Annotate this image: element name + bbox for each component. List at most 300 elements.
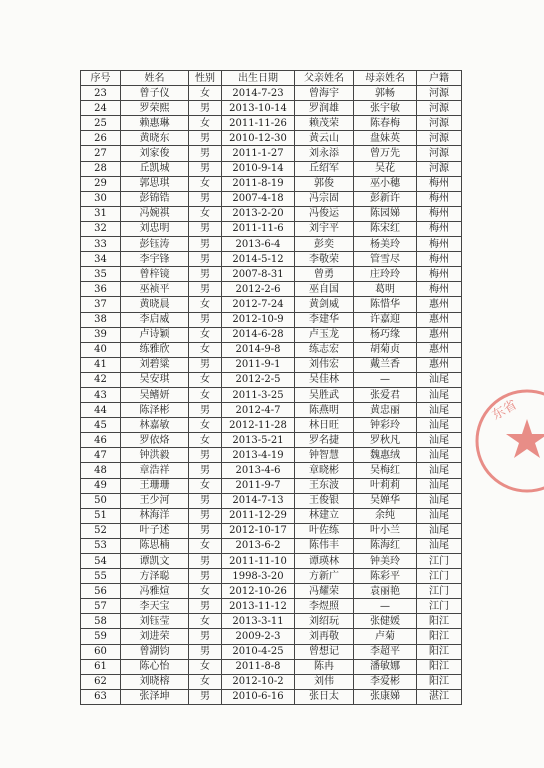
cell-index: 38 [81,312,121,327]
cell-mother-name: 郭畅 [354,86,417,101]
cell-father-name: 吴胜武 [295,387,354,402]
table-row [81,584,462,599]
cell-household: 梅州 [417,267,462,282]
cell-index: 30 [81,191,121,206]
cell-gender: 女 [189,674,222,689]
cell-gender: 女 [189,387,222,402]
cell-father-name: 李煜照 [295,599,354,614]
cell-index: 55 [81,569,121,584]
cell-mother-name: 钟美玲 [354,554,417,569]
cell-gender: 女 [189,116,222,131]
cell-household: 阳江 [417,614,462,629]
table-row [81,478,462,493]
cell-father-name: 罗名捷 [295,433,354,448]
cell-birthdate: 2014-9-8 [222,342,295,357]
cell-name: 冯婉祺 [121,206,189,221]
cell-gender: 男 [189,357,222,372]
cell-birthdate: 2012-4-7 [222,403,295,418]
table-row [81,674,462,689]
cell-birthdate: 2011-11-10 [222,554,295,569]
cell-father-name: 谭瑛林 [295,554,354,569]
cell-birthdate: 2011-8-8 [222,659,295,674]
cell-name: 曾子仪 [121,86,189,101]
cell-birthdate: 2011-3-25 [222,387,295,402]
cell-index: 36 [81,282,121,297]
cell-birthdate: 2014-5-12 [222,252,295,267]
cell-father-name: 冯耀荣 [295,584,354,599]
cell-index: 57 [81,599,121,614]
cell-father-name: 卢玉龙 [295,327,354,342]
cell-mother-name: 魏惠绒 [354,448,417,463]
cell-father-name: 陈冉 [295,659,354,674]
cell-household: 汕尾 [417,463,462,478]
cell-name: 曾梓镜 [121,267,189,282]
table-row [81,599,462,614]
cell-index: 48 [81,463,121,478]
cell-birthdate: 2013-6-2 [222,538,295,553]
table-row [81,146,462,161]
table-row [81,161,462,176]
header-index: 序号 [81,71,121,86]
cell-mother-name: 罗秋凡 [354,433,417,448]
cell-mother-name: 曾万先 [354,146,417,161]
cell-gender: 女 [189,478,222,493]
cell-gender: 男 [189,554,222,569]
table-row [81,116,462,131]
cell-household: 梅州 [417,282,462,297]
cell-gender: 男 [189,282,222,297]
cell-birthdate: 2011-8-19 [222,176,295,191]
cell-birthdate: 2012-2-5 [222,372,295,387]
cell-index: 41 [81,357,121,372]
cell-index: 37 [81,297,121,312]
cell-father-name: 巫自国 [295,282,354,297]
cell-index: 50 [81,493,121,508]
cell-father-name: 章晓彬 [295,463,354,478]
cell-father-name: 冯宗固 [295,191,354,206]
table-row [81,176,462,191]
cell-index: 58 [81,614,121,629]
cell-household: 梅州 [417,237,462,252]
cell-gender: 男 [189,161,222,176]
cell-household: 河源 [417,161,462,176]
cell-mother-name: 许嘉迎 [354,312,417,327]
cell-mother-name: 李爱彬 [354,674,417,689]
cell-father-name: 赖茂荣 [295,116,354,131]
cell-household: 汕尾 [417,523,462,538]
student-roster-table [80,70,462,705]
table-row [81,327,462,342]
table-row [81,252,462,267]
cell-index: 40 [81,342,121,357]
table-row [81,538,462,553]
cell-gender: 男 [189,101,222,116]
cell-gender: 男 [189,221,222,236]
cell-gender: 女 [189,327,222,342]
cell-household: 惠州 [417,327,462,342]
cell-gender: 男 [189,644,222,659]
cell-index: 34 [81,252,121,267]
cell-father-name: 王俊银 [295,493,354,508]
table-row [81,131,462,146]
cell-mother-name: 盘妹英 [354,131,417,146]
cell-name: 丘凯城 [121,161,189,176]
cell-father-name: 曾想记 [295,644,354,659]
cell-index: 35 [81,267,121,282]
cell-name: 谭凯文 [121,554,189,569]
cell-index: 29 [81,176,121,191]
cell-mother-name: 陈宋红 [354,221,417,236]
cell-gender: 女 [189,538,222,553]
cell-gender: 男 [189,508,222,523]
cell-household: 汕尾 [417,387,462,402]
cell-name: 钟洪毅 [121,448,189,463]
cell-household: 江门 [417,584,462,599]
cell-household: 梅州 [417,252,462,267]
cell-gender: 女 [189,372,222,387]
cell-name: 林海洋 [121,508,189,523]
cell-birthdate: 2010-12-30 [222,131,295,146]
cell-mother-name: 陈彩平 [354,569,417,584]
table-row [81,342,462,357]
table-row [81,206,462,221]
cell-birthdate: 2011-11-26 [222,116,295,131]
cell-mother-name: 钟彩玲 [354,418,417,433]
table-row [81,357,462,372]
cell-mother-name: 李超平 [354,644,417,659]
cell-mother-name: 杨巧缘 [354,327,417,342]
cell-mother-name: 张健媛 [354,614,417,629]
cell-father-name: 叶佐练 [295,523,354,538]
cell-name: 李宇锋 [121,252,189,267]
cell-name: 王珊珊 [121,478,189,493]
cell-birthdate: 2013-5-21 [222,433,295,448]
cell-father-name: 刘绍玩 [295,614,354,629]
cell-gender: 男 [189,448,222,463]
cell-father-name: 李建华 [295,312,354,327]
cell-gender: 男 [189,689,222,704]
cell-index: 56 [81,584,121,599]
cell-gender: 男 [189,493,222,508]
cell-index: 59 [81,629,121,644]
cell-mother-name: 吴梅红 [354,463,417,478]
cell-name: 罗依烙 [121,433,189,448]
cell-name: 李天宝 [121,599,189,614]
cell-household: 阳江 [417,674,462,689]
cell-name: 黄晓东 [121,131,189,146]
cell-household: 梅州 [417,191,462,206]
cell-name: 彭锦锆 [121,191,189,206]
table-body [81,86,462,705]
cell-mother-name: 戴兰香 [354,357,417,372]
table-row [81,387,462,402]
table-row [81,433,462,448]
cell-father-name: 刘伟 [295,674,354,689]
cell-name: 王少河 [121,493,189,508]
cell-mother-name: 叶小兰 [354,523,417,538]
cell-birthdate: 1998-3-20 [222,569,295,584]
cell-gender: 男 [189,569,222,584]
cell-birthdate: 2010-4-25 [222,644,295,659]
cell-name: 巫祯平 [121,282,189,297]
cell-index: 62 [81,674,121,689]
cell-birthdate: 2013-4-19 [222,448,295,463]
cell-gender: 男 [189,267,222,282]
cell-father-name: 郭俊 [295,176,354,191]
table-row [81,569,462,584]
cell-mother-name: 吴花 [354,161,417,176]
cell-gender: 女 [189,342,222,357]
cell-mother-name: 吴婵华 [354,493,417,508]
cell-household: 惠州 [417,357,462,372]
cell-gender: 男 [189,312,222,327]
cell-household: 梅州 [417,206,462,221]
cell-father-name: 李敬荣 [295,252,354,267]
cell-father-name: 刘宇平 [295,221,354,236]
header-gender: 性别 [189,71,222,86]
table-row [81,493,462,508]
cell-household: 江门 [417,554,462,569]
table-row [81,614,462,629]
cell-birthdate: 2012-10-26 [222,584,295,599]
cell-father-name: 彭奕 [295,237,354,252]
header-household: 户籍 [417,71,462,86]
cell-household: 阳江 [417,659,462,674]
cell-name: 彭钰涛 [121,237,189,252]
cell-father-name: 林日旺 [295,418,354,433]
cell-name: 叶子述 [121,523,189,538]
cell-index: 33 [81,237,121,252]
cell-household: 汕尾 [417,538,462,553]
cell-birthdate: 2012-10-9 [222,312,295,327]
cell-index: 27 [81,146,121,161]
cell-household: 汕尾 [417,433,462,448]
cell-father-name: 练志宏 [295,342,354,357]
cell-mother-name: 卢菊 [354,629,417,644]
cell-mother-name: 余纯 [354,508,417,523]
cell-household: 惠州 [417,297,462,312]
table-row [81,448,462,463]
cell-name: 陈心怡 [121,659,189,674]
cell-father-name: 黄云山 [295,131,354,146]
cell-mother-name: 巫小穗 [354,176,417,191]
cell-birthdate: 2012-2-6 [222,282,295,297]
table-row [81,418,462,433]
cell-household: 阳江 [417,644,462,659]
cell-gender: 男 [189,131,222,146]
cell-birthdate: 2014-7-23 [222,86,295,101]
table-row [81,403,462,418]
cell-name: 黄晓晨 [121,297,189,312]
cell-mother-name: 陈春梅 [354,116,417,131]
cell-name: 吴鳍妍 [121,387,189,402]
cell-gender: 男 [189,463,222,478]
cell-father-name: 林建立 [295,508,354,523]
cell-household: 江门 [417,599,462,614]
cell-index: 23 [81,86,121,101]
cell-gender: 男 [189,599,222,614]
cell-household: 河源 [417,86,462,101]
cell-mother-name: — [354,599,417,614]
cell-birthdate: 2012-7-24 [222,297,295,312]
cell-index: 45 [81,418,121,433]
cell-household: 惠州 [417,312,462,327]
table-row [81,554,462,569]
header-birthdate: 出生日期 [222,71,295,86]
header-row [81,71,462,86]
table-row [81,372,462,387]
cell-father-name: 陈燕明 [295,403,354,418]
cell-gender: 女 [189,418,222,433]
cell-name: 罗荣熙 [121,101,189,116]
cell-birthdate: 2011-1-27 [222,146,295,161]
cell-birthdate: 2011-9-1 [222,357,295,372]
table-header [81,71,462,86]
cell-name: 张泽坤 [121,689,189,704]
cell-mother-name: 袁丽艳 [354,584,417,599]
cell-gender: 女 [189,86,222,101]
cell-household: 河源 [417,101,462,116]
table-row [81,267,462,282]
cell-name: 刘家俊 [121,146,189,161]
cell-father-name: 方新广 [295,569,354,584]
cell-mother-name: 黄忠丽 [354,403,417,418]
cell-birthdate: 2007-4-18 [222,191,295,206]
cell-father-name: 吴佳林 [295,372,354,387]
cell-birthdate: 2012-10-17 [222,523,295,538]
cell-index: 31 [81,206,121,221]
cell-household: 惠州 [417,342,462,357]
cell-name: 陈思楠 [121,538,189,553]
header-name: 姓名 [121,71,189,86]
cell-father-name: 黄剑威 [295,297,354,312]
cell-household: 河源 [417,116,462,131]
cell-birthdate: 2014-7-13 [222,493,295,508]
cell-birthdate: 2011-12-29 [222,508,295,523]
cell-birthdate: 2013-6-4 [222,237,295,252]
cell-gender: 男 [189,629,222,644]
cell-mother-name: 管雪尽 [354,252,417,267]
cell-father-name: 丘绍军 [295,161,354,176]
cell-index: 24 [81,101,121,116]
cell-mother-name: 张康娣 [354,689,417,704]
cell-birthdate: 2013-2-20 [222,206,295,221]
cell-household: 河源 [417,131,462,146]
table-row [81,463,462,478]
cell-gender: 男 [189,252,222,267]
cell-index: 63 [81,689,121,704]
cell-name: 刘晓榕 [121,674,189,689]
cell-birthdate: 2010-6-16 [222,689,295,704]
cell-household: 梅州 [417,176,462,191]
cell-mother-name: — [354,372,417,387]
cell-household: 梅州 [417,221,462,236]
cell-index: 42 [81,372,121,387]
cell-name: 曾湖钧 [121,644,189,659]
cell-gender: 女 [189,614,222,629]
cell-index: 25 [81,116,121,131]
cell-father-name: 罗润雄 [295,101,354,116]
table-row [81,523,462,538]
table-row [81,191,462,206]
table-row [81,689,462,704]
cell-mother-name: 张爱君 [354,387,417,402]
cell-index: 43 [81,387,121,402]
cell-gender: 女 [189,176,222,191]
cell-name: 林嘉敏 [121,418,189,433]
cell-gender: 男 [189,237,222,252]
cell-father-name: 曾勇 [295,267,354,282]
stamp-text: 东省 [489,397,520,424]
table-row [81,237,462,252]
cell-name: 刘忠明 [121,221,189,236]
cell-name: 吴安琪 [121,372,189,387]
cell-father-name: 陈伟丰 [295,538,354,553]
cell-household: 汕尾 [417,493,462,508]
cell-birthdate: 2009-2-3 [222,629,295,644]
cell-gender: 男 [189,523,222,538]
cell-mother-name: 陈海红 [354,538,417,553]
cell-name: 刘进荣 [121,629,189,644]
cell-household: 汕尾 [417,508,462,523]
cell-mother-name: 胡菊贞 [354,342,417,357]
cell-index: 47 [81,448,121,463]
table-row [81,86,462,101]
cell-mother-name: 潘敏娜 [354,659,417,674]
cell-household: 汕尾 [417,418,462,433]
cell-household: 汕尾 [417,372,462,387]
cell-mother-name: 杨美玲 [354,237,417,252]
cell-mother-name: 葛明 [354,282,417,297]
cell-birthdate: 2013-4-6 [222,463,295,478]
cell-household: 汕尾 [417,448,462,463]
header-mother-name: 母亲姓名 [354,71,417,86]
cell-index: 39 [81,327,121,342]
cell-father-name: 刘伟宏 [295,357,354,372]
cell-gender: 女 [189,433,222,448]
cell-birthdate: 2013-11-12 [222,599,295,614]
cell-mother-name: 彭新许 [354,191,417,206]
cell-mother-name: 陈惜华 [354,297,417,312]
table-row [81,101,462,116]
table-row [81,221,462,236]
cell-index: 61 [81,659,121,674]
cell-gender: 男 [189,191,222,206]
cell-mother-name: 张宇敏 [354,101,417,116]
cell-father-name: 张日太 [295,689,354,704]
cell-gender: 女 [189,659,222,674]
cell-household: 汕尾 [417,478,462,493]
cell-index: 44 [81,403,121,418]
cell-father-name: 刘再敬 [295,629,354,644]
cell-mother-name: 陈园娣 [354,206,417,221]
cell-index: 46 [81,433,121,448]
cell-birthdate: 2013-10-14 [222,101,295,116]
cell-index: 28 [81,161,121,176]
table-row [81,312,462,327]
cell-birthdate: 2012-11-28 [222,418,295,433]
cell-birthdate: 2011-9-7 [222,478,295,493]
cell-birthdate: 2011-11-6 [222,221,295,236]
cell-household: 江门 [417,569,462,584]
cell-index: 53 [81,538,121,553]
cell-gender: 女 [189,297,222,312]
cell-name: 章浩祥 [121,463,189,478]
table-row [81,508,462,523]
cell-index: 51 [81,508,121,523]
red-seal-stamp [472,386,544,496]
cell-name: 卢诗颖 [121,327,189,342]
